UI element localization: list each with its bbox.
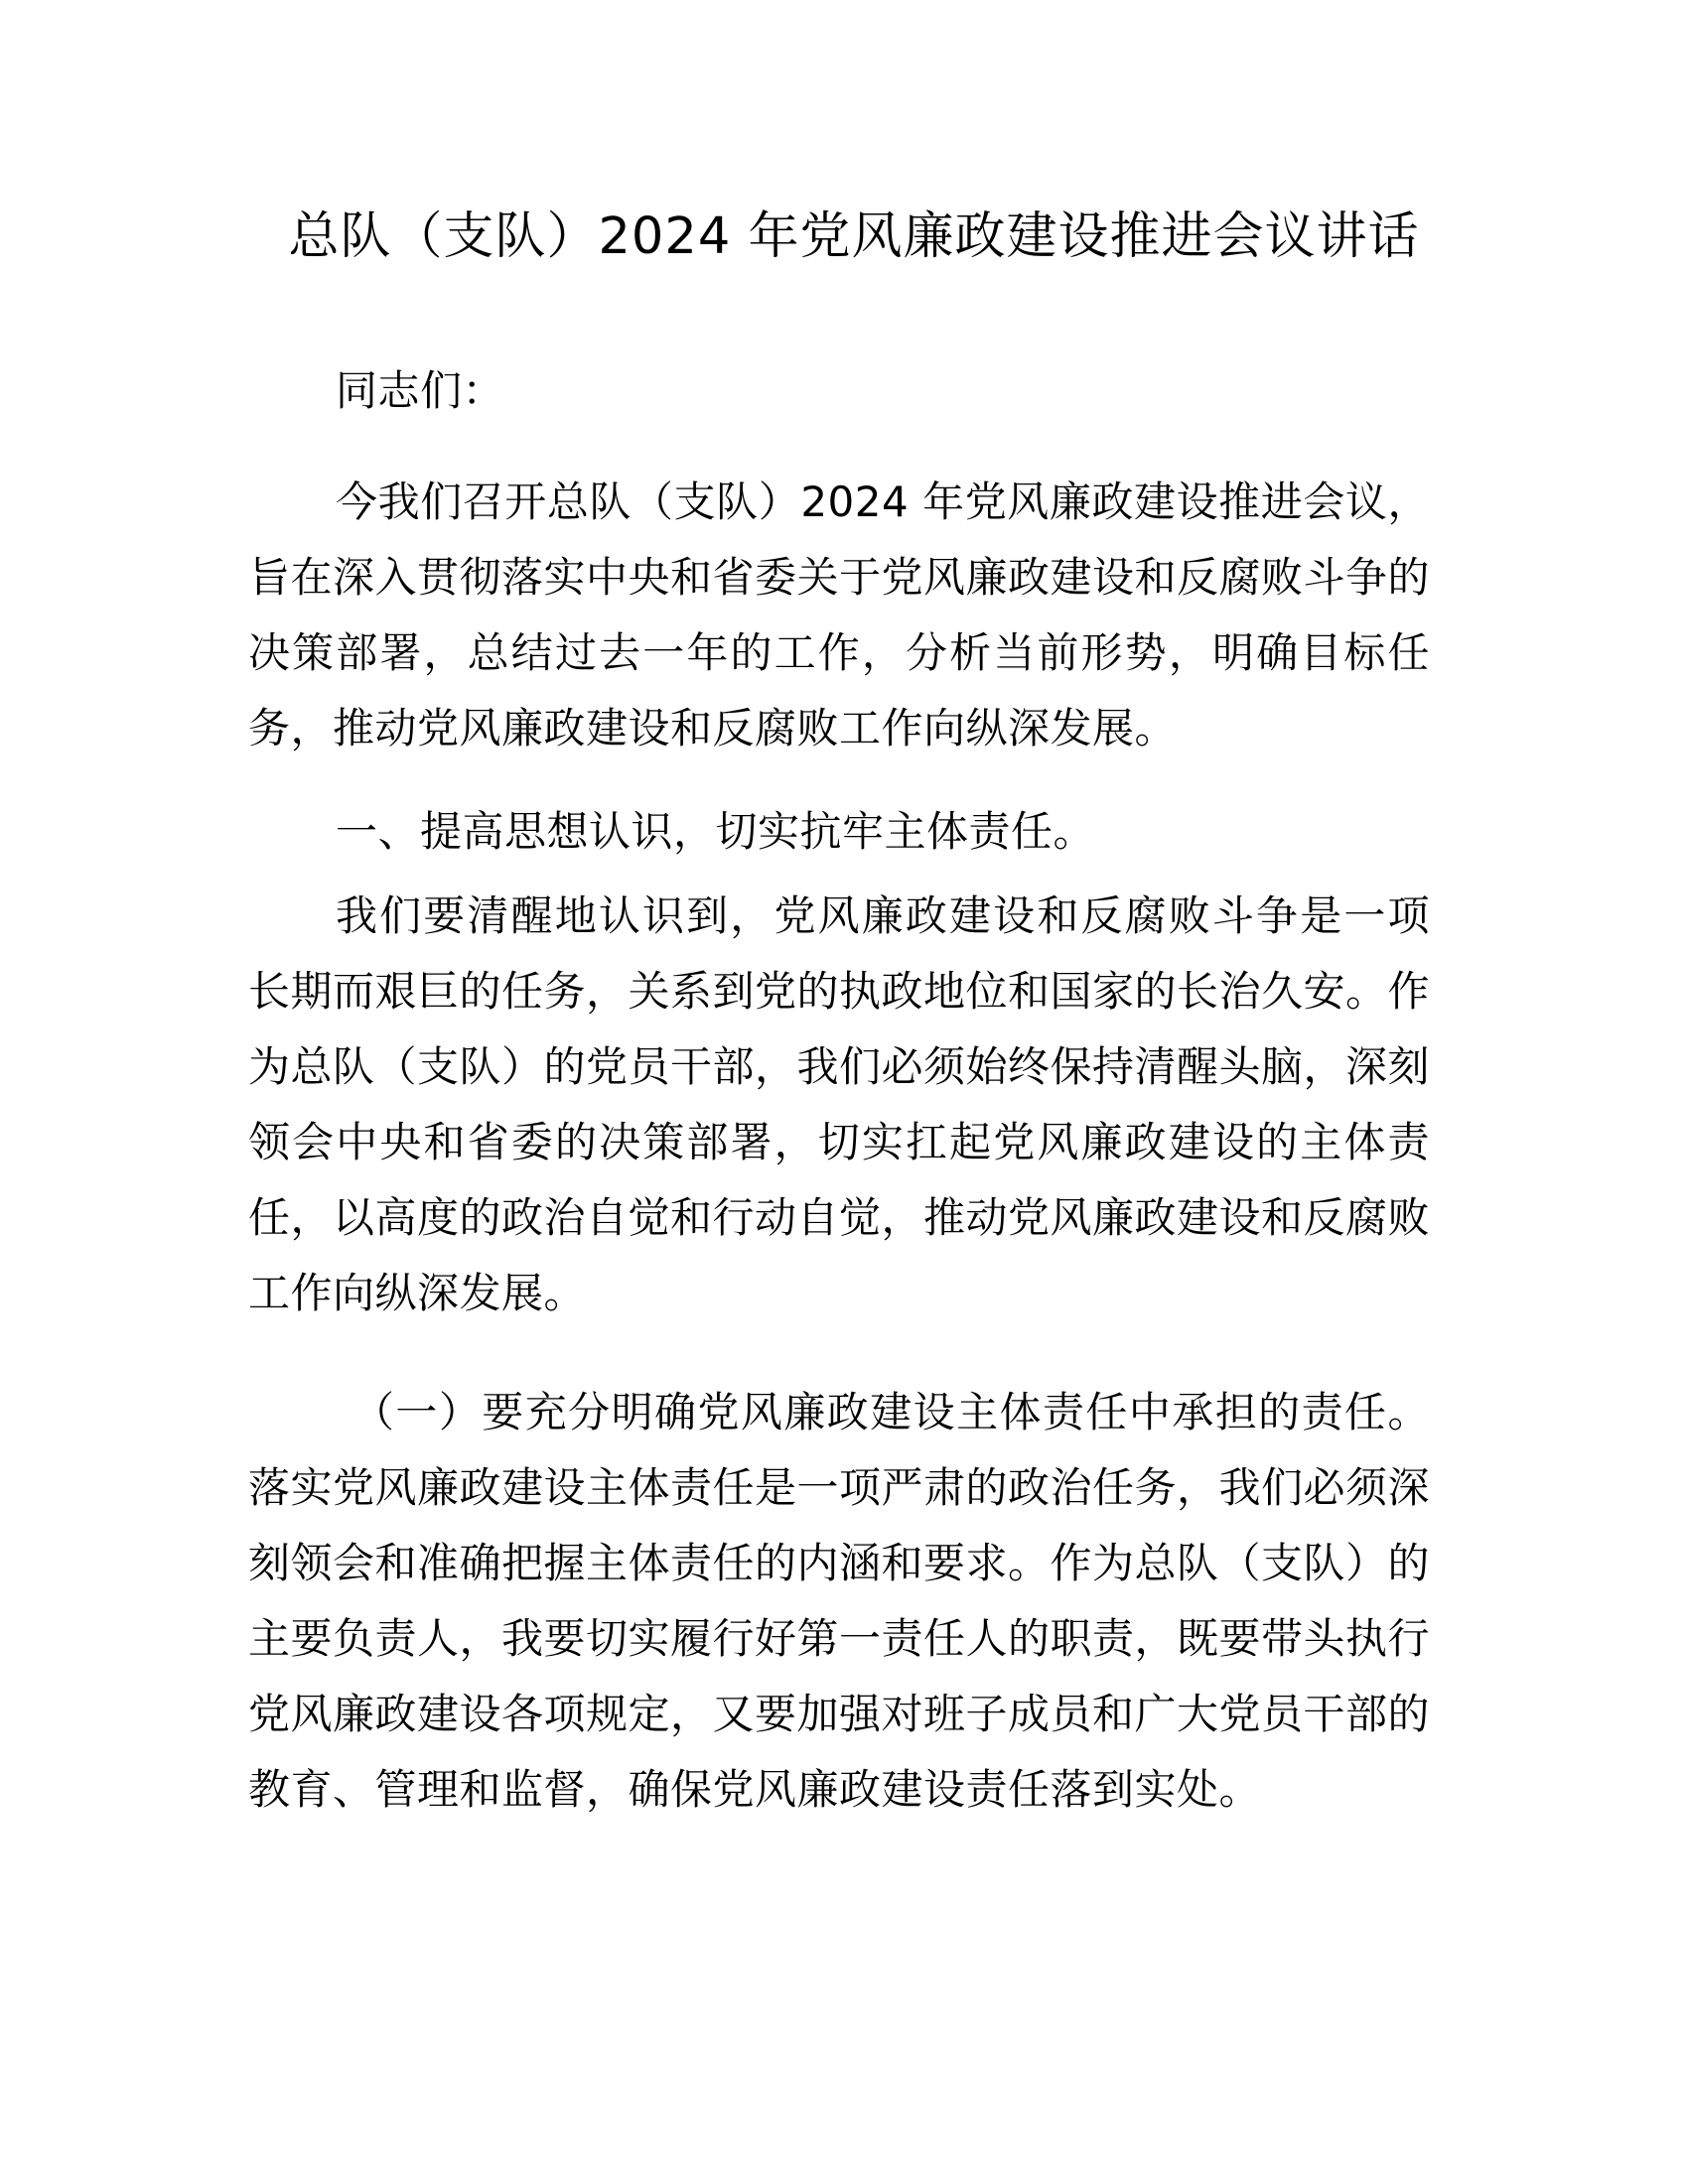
subsection-heading-1: （一）要充分明确党风廉政建设主体责任中承担的责任。 (352, 1388, 1430, 1436)
subsection-1-paragraph (248, 1375, 1430, 1828)
section-1-paragraph: 我们要清醒地认识到，党风廉政建设和反腐败斗争是一项长期而艰巨的任务，关系到党的执政地位和国家的长治久安。作为总队（支队）的党员干部，我们必须始终保持清醒头脑，深刻领会中央和省委的决策部署，切实扛起党风廉政建设的主体责任，以高度的政治自觉和行动自觉，推动党风廉政建设和反腐败工作向纵深发展。 (248, 891, 1431, 1317)
section-heading-1: 一、提高思想认识，切实抗牢主体责任。 (336, 807, 1096, 856)
subsection-1-body: 落实党风廉政建设主体责任是一项严肃的政治任务，我们必须深刻领会和准确把握主体责任的内涵和要求。作为总队（支队）的主要负责人，我要切实履行好第一责任人的职责，既要带头执行党风廉政建设各项规定，又要加强对班子成员和广大党员干部的教育、管理和监督，确保党风廉政建设责任落到实处。 (248, 1463, 1431, 1814)
document-title: 总队（支队）2024 年党风廉政建设推进会议讲话 (288, 207, 1420, 266)
intro-paragraph: 今我们召开总队（支队）2024 年党风廉政建设推进会议，旨在深入贯彻落实中央和省委关于党风廉政建设和反腐败斗争的决策部署，总结过去一年的工作，分析当前形势，明确目标任务，推动党风廉政建设和反腐败工作向纵深发展。 (248, 478, 1431, 752)
salutation: 同志们： (336, 366, 505, 415)
